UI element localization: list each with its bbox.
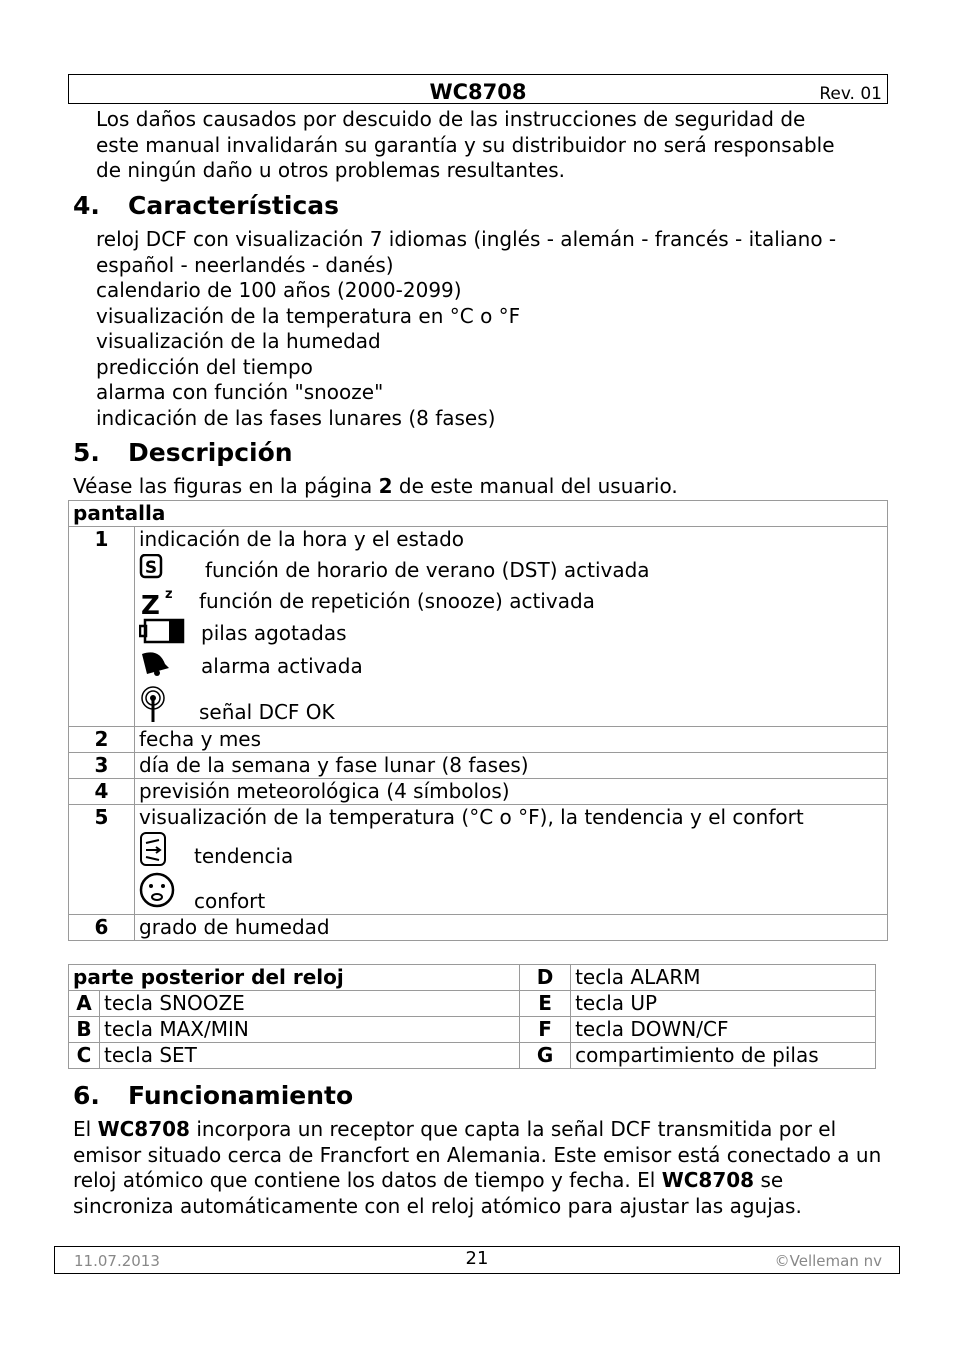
key-letter: B (69, 1017, 100, 1043)
feature-line: calendario de 100 años (2000-2099) (96, 278, 462, 302)
icon-label: función de horario de verano (DST) activada (205, 558, 650, 582)
icon-label: señal DCF OK (199, 700, 335, 724)
row-number: 3 (69, 753, 135, 779)
icon-row (139, 586, 883, 618)
icon-row (139, 650, 883, 686)
key-letter: C (69, 1043, 100, 1069)
row-number: 4 (69, 779, 135, 805)
feature-line: predicción del tiempo (96, 354, 313, 379)
section-title: Descripción (128, 438, 293, 467)
snooze-icon (139, 586, 199, 622)
paragraph-text: incorpora un receptor que capta la señal DCF transmitida por el emisor situado cerca de Francfort en Alemania. Este emisor está conectado a un reloj atómico que contiene los datos de tiempo y fecha. El (73, 1117, 882, 1192)
icon-label: función de repetición (snooze) activada (199, 589, 595, 613)
key-label: tecla DOWN/CF (571, 1017, 876, 1043)
alarm-bell-icon (139, 650, 201, 684)
model-ref: WC8708 (661, 1168, 755, 1192)
footer-date: 11.07.2013 (74, 1252, 160, 1270)
battery-low-icon (139, 618, 201, 652)
feature-line: alarma con función "snooze" (96, 380, 384, 404)
display-table-header: pantalla (69, 501, 888, 527)
table-row (69, 1043, 876, 1069)
model-title: WC8708 (429, 80, 527, 104)
icon-row (139, 872, 883, 914)
display-table (68, 500, 888, 941)
section-number: 5. (73, 438, 100, 467)
trend-icon (139, 832, 194, 874)
table-row (69, 1017, 876, 1043)
svg-text:S: S (144, 558, 158, 578)
svg-text:z: z (165, 587, 173, 602)
row-content (135, 805, 888, 915)
row-text: indicación de la hora y el estado (139, 527, 464, 551)
feature-line: indicación de las fases lunares (8 fases) (96, 405, 496, 430)
section-5-intro (73, 474, 678, 500)
key-letter: A (69, 991, 100, 1017)
table-row (69, 779, 888, 805)
model-ref: WC8708 (97, 1117, 190, 1141)
section-number: 6. (73, 1081, 100, 1110)
section-4-heading (73, 191, 339, 220)
back-table (68, 964, 876, 1069)
section-6-heading (73, 1081, 353, 1110)
section-6-paragraph (73, 1117, 885, 1219)
back-table-header: parte posterior del reloj (69, 965, 520, 991)
intro-line: de ningún daño u otros problemas resultantes. (96, 158, 566, 182)
row-number: 1 (69, 527, 135, 727)
row-text: visualización de la temperatura (°C o °F), la tendencia y el confort (139, 805, 804, 829)
comfort-face-icon (139, 872, 194, 916)
intro-paragraph (96, 107, 835, 184)
row-text: grado de humedad (135, 915, 888, 941)
key-label: compartimiento de pilas (571, 1043, 876, 1069)
icon-label: alarma activada (201, 654, 363, 678)
key-label: tecla SNOOZE (100, 991, 520, 1017)
row-text: previsión meteorológica (4 símbolos) (135, 779, 888, 805)
icon-label: tendencia (194, 844, 294, 868)
dst-icon (139, 554, 205, 586)
feature-line: reloj DCF con visualización 7 idiomas (inglés - alemán - francés - italiano - (96, 227, 837, 251)
table-row (69, 915, 888, 941)
icon-row (139, 618, 883, 650)
row-text: día de la semana y fase lunar (8 fases) (135, 753, 888, 779)
key-letter: F (520, 1017, 571, 1043)
section-number: 4. (73, 191, 100, 220)
icon-label: confort (194, 889, 266, 913)
icon-row (139, 686, 883, 726)
key-letter: G (520, 1043, 571, 1069)
page-ref: 2 (378, 474, 393, 498)
paragraph-text: El (73, 1117, 98, 1141)
key-label: tecla SET (100, 1043, 520, 1069)
section-title: Funcionamiento (128, 1081, 354, 1110)
icon-row (139, 832, 883, 872)
key-label: tecla ALARM (571, 965, 876, 991)
footer-copyright: ©Velleman nv (774, 1252, 882, 1270)
features-list (96, 227, 836, 431)
key-letter: E (520, 991, 571, 1017)
icon-label: pilas agotadas (201, 621, 347, 645)
section-5-heading (73, 438, 293, 467)
table-row (69, 527, 888, 727)
table-row (69, 805, 888, 915)
table-row (69, 991, 876, 1017)
feature-line: visualización de la temperatura en °C o °F (96, 303, 521, 328)
feature-line: visualización de la humedad (96, 329, 381, 353)
intro-line: Los daños causados por descuido de las instrucciones de seguridad de (96, 107, 806, 131)
row-number: 5 (69, 805, 135, 915)
page-number: 21 (465, 1248, 489, 1269)
revision-label: Rev. 01 (819, 84, 882, 104)
icon-row (139, 554, 883, 586)
intro-line: este manual invalidarán su garantía y su distribuidor no será responsable (96, 132, 835, 157)
row-number: 6 (69, 915, 135, 941)
row-content (135, 527, 888, 727)
row-text: fecha y mes (135, 727, 888, 753)
table-row (69, 727, 888, 753)
row-number: 2 (69, 727, 135, 753)
key-letter: D (520, 965, 571, 991)
paragraph-text: se sincroniza automáticamente con el reloj atómico para ajustar las agujas. (73, 1168, 802, 1218)
key-label: tecla MAX/MIN (100, 1017, 520, 1043)
dcf-signal-icon (139, 686, 199, 730)
svg-text:Z: Z (141, 591, 160, 616)
table-row (69, 965, 876, 991)
intro-text: de este manual del usuario. (392, 474, 678, 498)
table-row (69, 753, 888, 779)
feature-line: español - neerlandés - danés) (96, 252, 394, 277)
section-title: Características (128, 191, 340, 220)
key-label: tecla UP (571, 991, 876, 1017)
intro-text: Véase las figuras en la página (73, 474, 379, 498)
